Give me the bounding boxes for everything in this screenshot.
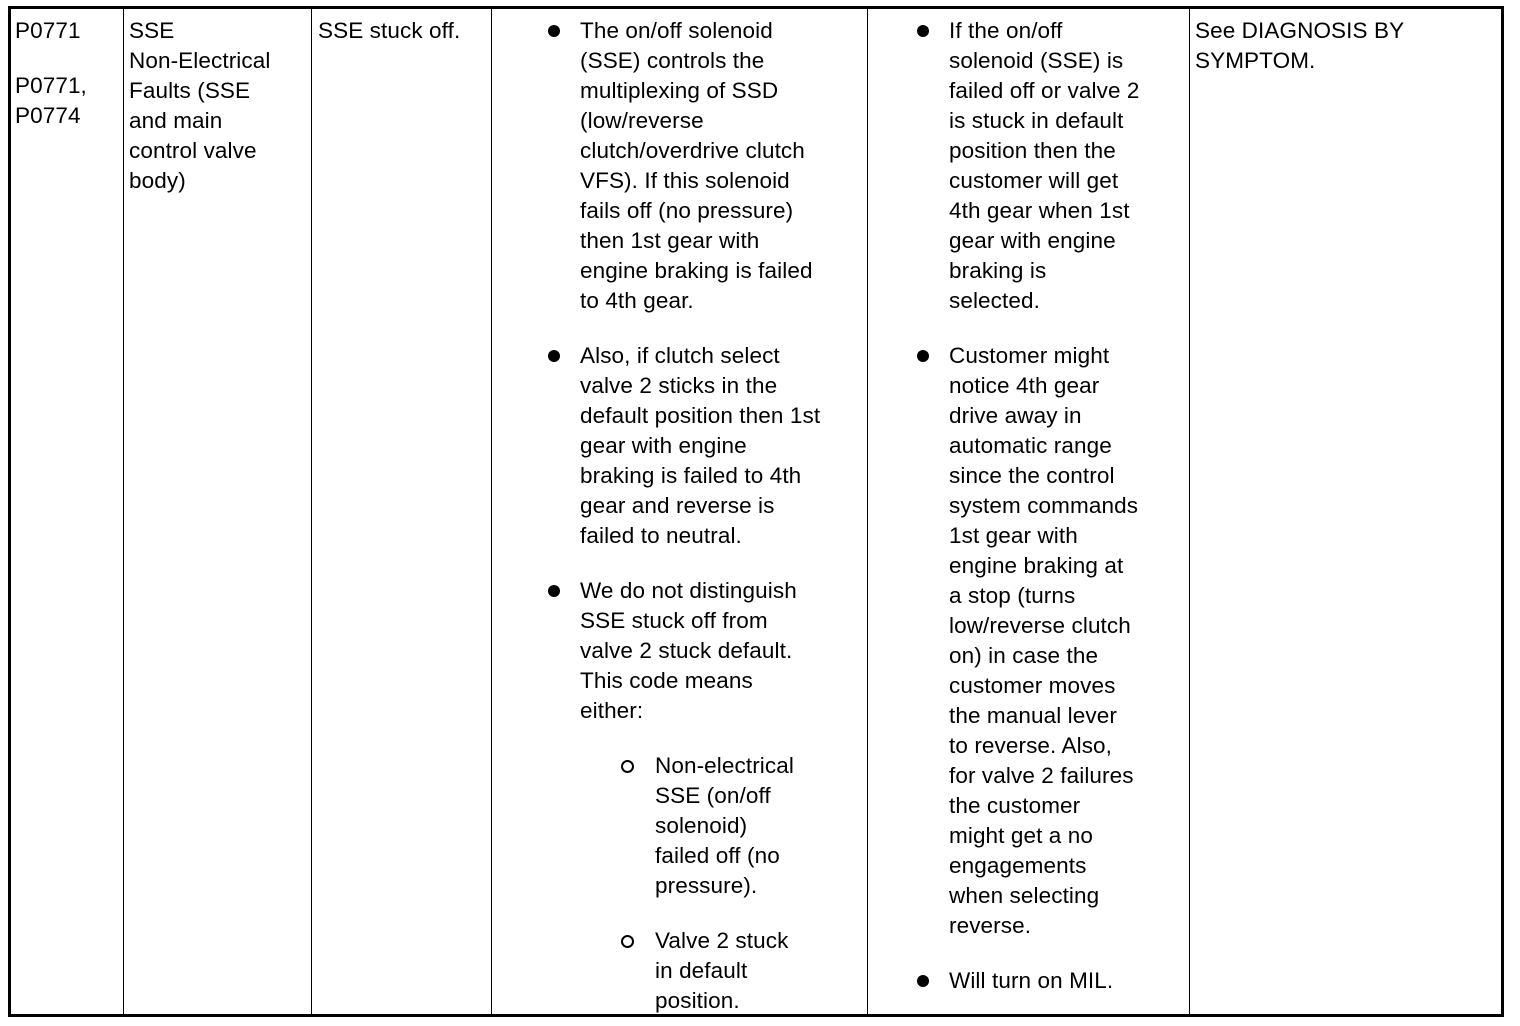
sub-cause-line: Valve 2 stuck bbox=[655, 928, 789, 953]
symptom-cell bbox=[868, 9, 1190, 1014]
cause-line: then 1st gear with bbox=[580, 228, 760, 253]
fault-condition-cell bbox=[312, 9, 492, 1014]
symptom-line: might get a no bbox=[949, 823, 1093, 848]
symptom-line: since the control bbox=[949, 463, 1115, 488]
symptom-line: to reverse. Also, bbox=[949, 733, 1113, 758]
description-line: SSE bbox=[129, 18, 175, 43]
cause-line: SSE stuck off from bbox=[580, 608, 768, 633]
symptom-line: engine braking at bbox=[949, 553, 1124, 578]
cause-bullet bbox=[580, 576, 820, 1016]
cause-line: braking is failed to 4th bbox=[580, 463, 802, 488]
sub-cause-line: Non-electrical bbox=[655, 753, 794, 778]
symptom-line: low/reverse clutch bbox=[949, 613, 1131, 638]
cause-line: either: bbox=[580, 698, 644, 723]
cause-sub-bullet bbox=[655, 926, 820, 1016]
symptom-line: drive away in bbox=[949, 403, 1082, 428]
cause-line: valve 2 sticks in the bbox=[580, 373, 778, 398]
cause-line: clutch/overdrive clutch bbox=[580, 138, 805, 163]
symptom-line: Will turn on MIL. bbox=[949, 968, 1114, 993]
symptom-line: notice 4th gear bbox=[949, 373, 1100, 398]
symptom-line: solenoid (SSE) is bbox=[949, 48, 1124, 73]
symptom-line: engagements bbox=[949, 853, 1087, 878]
symptom-line: the manual lever bbox=[949, 703, 1117, 728]
symptom-line: If the on/off bbox=[949, 18, 1063, 43]
cause-line: We do not distinguish bbox=[580, 578, 797, 603]
dtc-code-cell bbox=[11, 9, 124, 1014]
sub-cause-line: in default bbox=[655, 958, 748, 983]
symptom-line: for valve 2 failures bbox=[949, 763, 1134, 788]
cause-line: VFS). If this solenoid bbox=[580, 168, 790, 193]
symptom-line: failed off or valve 2 bbox=[949, 78, 1140, 103]
symptom-line: Customer might bbox=[949, 343, 1110, 368]
possible-cause-cell bbox=[492, 9, 868, 1014]
cause-line: The on/off solenoid bbox=[580, 18, 773, 43]
cause-line: Also, if clutch select bbox=[580, 343, 780, 368]
bullet-dot-icon bbox=[548, 25, 560, 37]
symptom-line: is stuck in default bbox=[949, 108, 1124, 133]
cause-sub-list bbox=[655, 751, 820, 1016]
bullet-dot-icon bbox=[548, 585, 560, 597]
bullet-circle-icon bbox=[621, 760, 634, 773]
condition-line: SSE stuck off. bbox=[318, 18, 461, 43]
cause-line: failed to neutral. bbox=[580, 523, 742, 548]
symptom-bullet bbox=[949, 966, 1140, 996]
bullet-circle-icon bbox=[621, 935, 634, 948]
symptom-line: customer will get bbox=[949, 168, 1119, 193]
bullet-dot-icon bbox=[917, 975, 929, 987]
symptom-line: gear with engine bbox=[949, 228, 1116, 253]
symptom-line: reverse. bbox=[949, 913, 1032, 938]
action-line: See DIAGNOSIS BY bbox=[1195, 18, 1405, 43]
symptom-line: customer moves bbox=[949, 673, 1116, 698]
symptom-line: 4th gear when 1st bbox=[949, 198, 1130, 223]
diagnostic-table-row bbox=[8, 6, 1504, 1017]
symptom-bullet bbox=[949, 341, 1140, 941]
cause-line: (SSE) controls the bbox=[580, 48, 765, 73]
cause-line: gear with engine bbox=[580, 433, 747, 458]
description-line: and main bbox=[129, 108, 223, 133]
bullet-dot-icon bbox=[548, 350, 560, 362]
dtc-code-primary: P0771 bbox=[15, 18, 81, 43]
cause-line: (low/reverse bbox=[580, 108, 704, 133]
cause-line: default position then 1st bbox=[580, 403, 821, 428]
symptom-line: when selecting bbox=[949, 883, 1100, 908]
symptom-line: 1st gear with bbox=[949, 523, 1078, 548]
cause-line: to 4th gear. bbox=[580, 288, 694, 313]
bullet-dot-icon bbox=[917, 25, 929, 37]
sub-cause-line: pressure). bbox=[655, 873, 758, 898]
symptom-line: system commands bbox=[949, 493, 1139, 518]
symptom-line: position then the bbox=[949, 138, 1116, 163]
sub-cause-line: failed off (no bbox=[655, 843, 780, 868]
dtc-code-related: P0771, bbox=[15, 73, 87, 98]
symptom-line: on) in case the bbox=[949, 643, 1099, 668]
symptom-line: the customer bbox=[949, 793, 1081, 818]
description-line: Faults (SSE bbox=[129, 78, 251, 103]
cause-line: gear and reverse is bbox=[580, 493, 775, 518]
action-cell bbox=[1190, 9, 1504, 1014]
description-line: body) bbox=[129, 168, 186, 193]
cause-line: engine braking is failed bbox=[580, 258, 813, 283]
bullet-dot-icon bbox=[917, 350, 929, 362]
symptom-line: a stop (turns bbox=[949, 583, 1076, 608]
symptom-bullet bbox=[949, 16, 1140, 316]
dtc-code-related: P0774 bbox=[15, 103, 81, 128]
cause-line: fails off (no pressure) bbox=[580, 198, 794, 223]
cause-bullet bbox=[580, 341, 820, 551]
symptom-line: braking is bbox=[949, 258, 1047, 283]
sub-cause-line: SSE (on/off bbox=[655, 783, 771, 808]
action-line: SYMPTOM. bbox=[1195, 48, 1316, 73]
fault-description-cell bbox=[124, 9, 312, 1014]
symptom-line: automatic range bbox=[949, 433, 1112, 458]
sub-cause-line: position. bbox=[655, 988, 740, 1013]
symptom-line: selected. bbox=[949, 288, 1040, 313]
description-line: control valve bbox=[129, 138, 257, 163]
cause-line: multiplexing of SSD bbox=[580, 78, 779, 103]
cause-sub-bullet bbox=[655, 751, 820, 901]
cause-bullet bbox=[580, 16, 820, 316]
cause-line: valve 2 stuck default. bbox=[580, 638, 793, 663]
cause-line: This code means bbox=[580, 668, 753, 693]
description-line: Non-Electrical bbox=[129, 48, 271, 73]
sub-cause-line: solenoid) bbox=[655, 813, 748, 838]
